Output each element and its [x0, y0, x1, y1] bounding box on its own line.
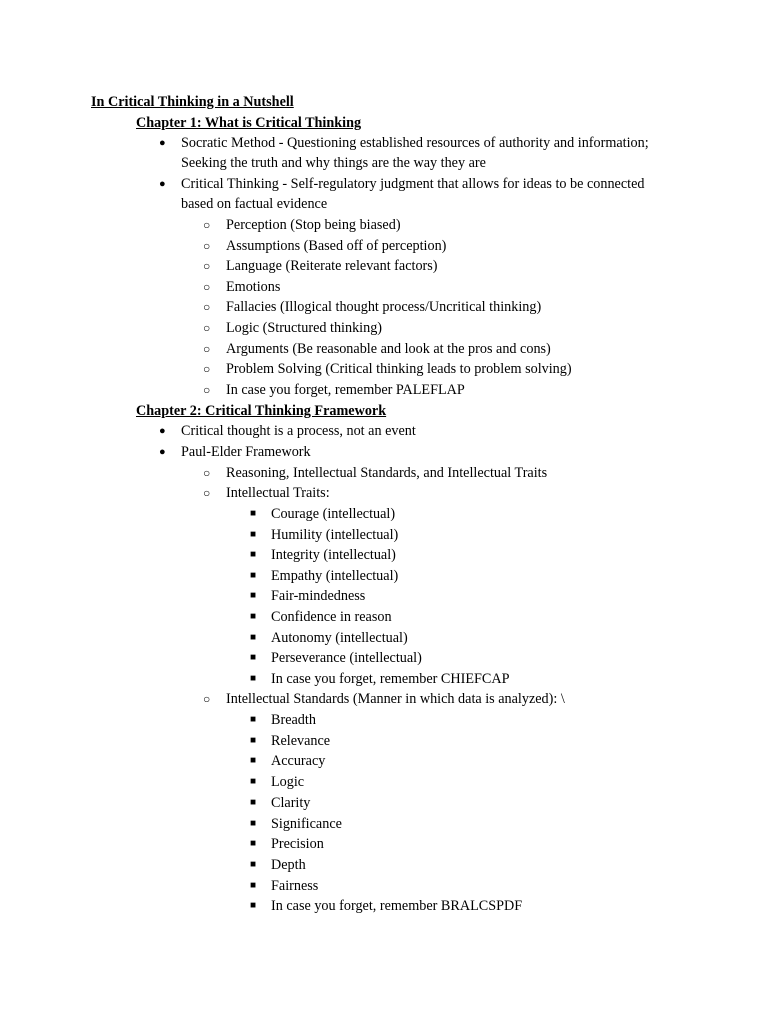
bullet-circle-icon: ○ — [203, 692, 211, 706]
bullet-circle-icon: ○ — [203, 341, 211, 356]
paleflap-item: Assumptions (Based off of perception) — [226, 237, 447, 254]
trait-item: Humility (intellectual) — [271, 526, 399, 543]
bullet-square-icon: ■ — [250, 734, 257, 746]
trait-item: Integrity (intellectual) — [271, 547, 396, 564]
standard-item: Accuracy — [271, 753, 326, 770]
standard-item: Fairness — [271, 877, 319, 894]
paleflap-item: Fallacies (Illogical thought process/Uncritical thinking) — [226, 299, 542, 316]
trait-item: Courage (intellectual) — [271, 506, 396, 522]
bullet-square-icon: ■ — [250, 611, 257, 622]
standard-item: In case you forget, remember BRALCSPDF — [271, 898, 523, 915]
bullet-circle-icon: ○ — [203, 362, 211, 377]
socratic-method-line-2: Seeking the truth and why things are the way they are — [181, 155, 486, 171]
bullet-square-icon: ■ — [250, 652, 257, 664]
bullet-square-icon: ■ — [250, 631, 257, 643]
bullet-circle-icon: ○ — [203, 466, 211, 480]
bullet-square-icon: ■ — [250, 900, 257, 912]
bullet-square-icon: ■ — [250, 672, 257, 684]
traits-label: Intellectual Traits: — [226, 485, 330, 501]
paleflap-item: Language (Reiterate relevant factors) — [226, 258, 438, 275]
paleflap-item: Emotions — [226, 278, 281, 295]
bullet-square-icon: ■ — [250, 796, 257, 808]
critical-thinking-line-1: Critical Thinking - Self-regulatory judgment that allows for ideas to be connected — [181, 176, 645, 192]
bullet-square-icon: ■ — [250, 569, 257, 581]
trait-item: In case you forget, remember CHIEFCAP — [271, 670, 510, 687]
bullet-square-icon: ■ — [250, 879, 257, 891]
standard-item: Significance — [271, 815, 342, 832]
paleflap-item: Arguments (Be reasonable and look at the pros and cons) — [226, 340, 551, 357]
standards-label: Intellectual Standards (Manner in which data is analyzed): \ — [226, 691, 565, 707]
bullet-dot-icon: ● — [159, 137, 166, 149]
reasoning-line: Reasoning, Intellectual Standards, and Intellectual Traits — [226, 465, 548, 481]
bullet-square-icon: ■ — [250, 590, 257, 602]
bullet-dot-icon: ● — [159, 178, 166, 190]
process-line: Critical thought is a process, not an event — [181, 423, 416, 439]
standard-item: Depth — [271, 856, 306, 873]
bullet-square-icon: ■ — [250, 714, 257, 725]
critical-thinking-line-2: based on factual evidence — [181, 196, 328, 212]
standard-item: Precision — [271, 836, 324, 853]
paul-elder-line: Paul-Elder Framework — [181, 444, 311, 460]
bullet-circle-icon: ○ — [203, 238, 211, 253]
standard-item: Relevance — [271, 732, 331, 749]
trait-item: Perseverance (intellectual) — [271, 650, 422, 667]
bullet-square-icon: ■ — [250, 508, 257, 519]
bullet-circle-icon: ○ — [203, 259, 211, 274]
bullet-square-icon: ■ — [250, 776, 257, 788]
bullet-circle-icon: ○ — [203, 486, 211, 500]
document-title: In Critical Thinking in a Nutshell — [91, 94, 294, 110]
socratic-method-line-1: Socratic Method - Questioning established resources of authority and information; — [181, 135, 649, 151]
bullet-dot-icon: ● — [159, 425, 166, 437]
bullet-circle-icon: ○ — [203, 321, 211, 335]
trait-item: Confidence in reason — [271, 609, 392, 625]
paleflap-item: Logic (Structured thinking) — [226, 320, 383, 336]
bullet-circle-icon: ○ — [203, 382, 211, 397]
paleflap-item: In case you forget, remember PALEFLAP — [226, 381, 465, 398]
bullet-circle-icon: ○ — [203, 279, 211, 294]
bullet-square-icon: ■ — [250, 549, 257, 561]
trait-item: Fair-mindedness — [271, 588, 366, 605]
bullet-square-icon: ■ — [250, 838, 257, 850]
bullet-square-icon: ■ — [250, 755, 257, 767]
bullet-square-icon: ■ — [250, 528, 257, 540]
trait-item: Empathy (intellectual) — [271, 567, 399, 584]
bullet-circle-icon: ○ — [203, 218, 211, 232]
trait-item: Autonomy (intellectual) — [271, 629, 408, 646]
bullet-dot-icon: ● — [159, 446, 166, 458]
bullet-square-icon: ■ — [250, 817, 257, 829]
chapter-2-heading: Chapter 2: Critical Thinking Framework — [136, 403, 387, 419]
paleflap-item: Problem Solving (Critical thinking leads to problem solving) — [226, 361, 572, 378]
standard-item: Breadth — [271, 712, 316, 728]
chapter-1-heading: Chapter 1: What is Critical Thinking — [136, 115, 362, 131]
paleflap-item: Perception (Stop being biased) — [226, 217, 401, 233]
standard-item: Logic — [271, 774, 305, 791]
standard-item: Clarity — [271, 794, 311, 811]
bullet-circle-icon: ○ — [203, 300, 211, 315]
bullet-square-icon: ■ — [250, 858, 257, 870]
